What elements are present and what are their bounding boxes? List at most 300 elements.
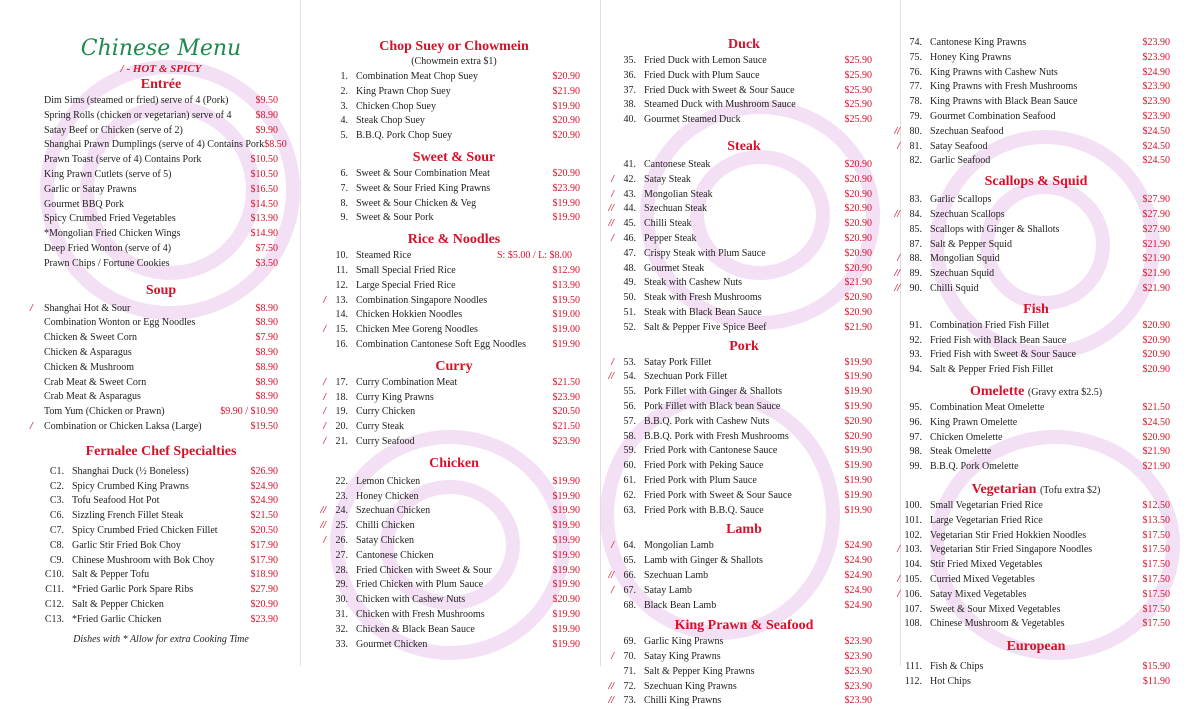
item-name: King Prawns with Cashew Nuts	[930, 66, 1058, 78]
menu-item-row	[902, 110, 1170, 125]
item-price: $24.90	[844, 584, 872, 596]
item-price: $24.90	[844, 599, 872, 611]
item-name: Fried Fish with Sweet & Sour Sauce	[930, 349, 1077, 361]
menu-item-row	[902, 95, 1170, 110]
item-name: Chilli King Prawns	[644, 695, 722, 707]
item-number: C3.	[49, 495, 64, 507]
item-number: 9.	[340, 212, 348, 224]
item-name: Hot Chips	[930, 675, 971, 687]
item-price: $20.90	[552, 594, 580, 606]
item-name: Steamed Duck with Mushroom Sauce	[644, 99, 796, 111]
menu-item-row	[616, 84, 872, 99]
item-number: 90.	[909, 282, 922, 294]
item-number: 97.	[909, 431, 922, 443]
item-price: $25.90	[844, 99, 872, 111]
item-price: $19.90	[552, 475, 580, 487]
chop-suey-subtitle: (Chowmein extra $1)	[411, 56, 497, 67]
menu-item-row	[328, 197, 580, 212]
item-name: Salt & Pepper Fried Fish Fillet	[930, 364, 1054, 376]
item-number: 64.	[623, 540, 636, 552]
section-heading-rice-noodles: Rice & Noodles	[407, 232, 501, 248]
item-price: $20.90	[552, 71, 580, 82]
menu-item-row	[611, 650, 872, 665]
menu-item-row	[44, 331, 278, 346]
section-heading-vegetarian	[902, 481, 1170, 499]
item-number: 63.	[623, 504, 636, 516]
item-price: $17.50	[1142, 544, 1170, 556]
item-price: $23.90	[1142, 51, 1170, 63]
menu-item-row	[328, 70, 580, 85]
item-number: C6.	[49, 510, 64, 522]
menu-item-row	[328, 338, 580, 353]
menu-item-row	[611, 188, 872, 203]
hot-spicy-mark: //	[894, 125, 900, 137]
item-number: 95.	[909, 401, 922, 413]
item-price: $24.90	[1142, 66, 1170, 78]
item-name: Pepper Steak	[644, 232, 697, 244]
item-name: Chicken Mee Goreng Noodles	[356, 324, 478, 336]
hot-spicy-mark: /	[611, 356, 614, 368]
item-name: Tom Yum (Chicken or Prawn)	[44, 406, 165, 418]
item-number: 89.	[909, 268, 922, 280]
menu-item-row	[328, 100, 580, 115]
omelette-list	[902, 401, 1170, 475]
item-number: 53.	[623, 356, 636, 368]
item-number: 6.	[340, 167, 348, 179]
item-price: $23.90	[250, 613, 278, 625]
item-price: $20.90	[844, 306, 872, 318]
item-name: Chicken Chop Suey	[356, 100, 436, 112]
item-name: Cantonese King Prawns	[930, 37, 1027, 48]
item-number: 38.	[623, 99, 636, 111]
item-number: 65.	[623, 555, 636, 567]
item-number: 102.	[904, 529, 922, 541]
item-price: $19.90	[844, 371, 872, 383]
section-heading-specialties: Fernalee Chef Specialties	[85, 443, 237, 459]
menu-item-row	[616, 321, 872, 336]
item-price: $24.90	[250, 495, 278, 507]
item-price: $16.50	[250, 183, 278, 195]
item-number: 99.	[909, 461, 922, 473]
menu-item-row	[44, 390, 278, 405]
item-name: Spicy Crumbed Fried Vegetables	[44, 213, 176, 225]
item-price: $20.90	[844, 232, 872, 244]
item-name: Fried Pork with Plum Sauce	[644, 474, 757, 486]
item-name: Crab Meat & Sweet Corn	[44, 376, 147, 388]
lamb-list	[608, 539, 872, 613]
item-name: Garlic Seafood	[930, 155, 991, 167]
scallops-squid-list	[894, 193, 1170, 297]
item-number: 74.	[909, 37, 922, 48]
item-name: Combination Fried Fish Fillet	[930, 319, 1050, 331]
item-number: 111.	[905, 661, 922, 673]
item-number: 13.	[335, 294, 348, 306]
item-price: $20.50	[552, 406, 580, 418]
hot-spicy-mark: /	[323, 391, 326, 403]
menu-item-row	[616, 599, 872, 614]
vegetarian-list	[897, 499, 1170, 632]
item-price: $20.90	[844, 203, 872, 215]
item-price-sizes: S: $5.00 / L: $8.00	[496, 250, 572, 262]
item-price: $25.90	[844, 69, 872, 81]
section-heading-chop-suey: Chop Suey or Chowmein	[379, 39, 529, 54]
item-price: $21.90	[844, 321, 872, 333]
item-price: $12.50	[1142, 499, 1170, 511]
item-name: Chicken with Fresh Mushrooms	[356, 608, 485, 620]
item-price: $23.90	[844, 665, 872, 677]
item-name: Garlic Stir Fried Bok Choy	[72, 539, 181, 551]
item-name: Salt & Pepper Tofu	[72, 569, 150, 581]
item-number: 27.	[335, 549, 348, 561]
item-number: 30.	[335, 594, 348, 606]
item-number: 70.	[623, 651, 636, 663]
menu-item-row	[902, 193, 1170, 208]
item-name: King Prawn Chop Suey	[356, 85, 451, 97]
item-name: Curried Mixed Vegetables	[930, 573, 1035, 585]
item-name: Chicken & Black Bean Sauce	[356, 623, 475, 635]
menu-item-row	[611, 539, 872, 554]
hot-spicy-mark: /	[897, 544, 900, 556]
menu-item-row	[902, 416, 1170, 431]
item-price: $12.90	[552, 264, 580, 276]
item-price: $20.90	[844, 173, 872, 185]
menu-item-row	[616, 635, 872, 650]
item-name: Sizzling French Fillet Steak	[72, 510, 184, 522]
item-number: 23.	[335, 490, 348, 502]
item-price: $21.50	[552, 376, 580, 388]
hot-spicy-mark: //	[894, 268, 900, 280]
item-price: $20.90	[844, 218, 872, 230]
item-name: Dim Sims (steamed or fried) serve of 4 (Pork)	[44, 95, 229, 106]
item-name: B.B.Q. Pork with Cashew Nuts	[644, 415, 770, 427]
item-name: Shanghai Duck (½ Boneless)	[72, 465, 189, 477]
item-price: $24.50	[1142, 125, 1170, 137]
item-name: *Fried Garlic Pork Spare Ribs	[72, 584, 194, 596]
item-number: 87.	[909, 238, 922, 250]
item-price: $20.90	[844, 188, 872, 200]
steak-list	[608, 158, 872, 336]
item-name: Prawn Chips / Fortune Cookies	[44, 257, 170, 269]
menu-item-row	[902, 675, 1170, 690]
item-price: $19.90	[552, 197, 580, 209]
item-name: Large Special Fried Rice	[356, 279, 456, 291]
menu-item-row	[44, 524, 278, 539]
item-price: $17.50	[1142, 573, 1170, 585]
item-price: $9.90 / $10.90	[220, 406, 278, 418]
menu-item-row	[44, 509, 278, 524]
menu-item-row	[902, 431, 1170, 446]
item-name: Combination or Chicken Laksa (Large)	[44, 420, 202, 432]
menu-item-row	[902, 66, 1170, 81]
item-name: Szechuan Lamb	[644, 569, 709, 581]
item-price: $19.90	[552, 549, 580, 561]
duck-list	[616, 54, 872, 128]
item-name: Fish & Chips	[930, 661, 984, 673]
item-price: $19.90	[552, 579, 580, 591]
item-price: $19.50	[250, 420, 278, 432]
item-name: Gourmet BBQ Pork	[44, 198, 124, 210]
panel-4	[894, 0, 1200, 687]
item-number: 52.	[623, 321, 636, 333]
menu-item-row	[902, 319, 1170, 334]
menu-item-row	[44, 361, 278, 376]
menu-item-row	[902, 363, 1170, 378]
item-number: 2.	[340, 85, 348, 97]
item-name: Combination Cantonese Soft Egg Noodles	[356, 338, 526, 350]
item-number: 69.	[623, 636, 636, 648]
item-name: Curry Seafood	[356, 435, 415, 447]
item-number: 77.	[909, 81, 922, 93]
item-number: 22.	[335, 475, 348, 487]
item-number: 112.	[904, 675, 922, 687]
section-heading-pork: Pork	[729, 338, 759, 354]
item-number: 33.	[335, 638, 348, 650]
item-number: 78.	[909, 96, 922, 108]
chicken-list	[320, 475, 580, 653]
menu-item-row	[616, 247, 872, 262]
item-price: $20.90	[552, 115, 580, 127]
item-price: $17.50	[1142, 618, 1170, 630]
hot-spicy-mark: /	[611, 173, 614, 185]
item-name: Chilli Steak	[644, 218, 692, 230]
menu-item-row	[44, 346, 278, 361]
item-price: $20.90	[844, 158, 872, 170]
item-price: $17.50	[1142, 603, 1170, 615]
item-number: 51.	[623, 306, 636, 318]
item-number: 21.	[335, 435, 348, 447]
menu-item-row	[44, 405, 278, 420]
item-name: Szechuan Steak	[644, 203, 708, 215]
item-name: Mongolian Lamb	[644, 540, 714, 552]
item-name: Cantonese Steak	[644, 158, 711, 170]
item-price: $11.90	[1142, 675, 1170, 687]
menu-item-row	[616, 276, 872, 291]
item-price: $17.50	[1142, 559, 1170, 571]
hot-spicy-mark: /	[611, 584, 614, 596]
menu-item-row	[328, 279, 580, 294]
hot-spicy-mark: //	[608, 695, 614, 707]
item-number: 56.	[623, 400, 636, 412]
panel-2	[300, 0, 600, 666]
item-number: 101.	[904, 514, 922, 526]
item-price: $27.90	[250, 584, 278, 596]
item-number: 61.	[623, 474, 636, 486]
item-name: Satay Chicken	[356, 534, 415, 546]
item-name: Chicken & Mushroom	[44, 361, 134, 373]
item-number: C13.	[44, 613, 64, 625]
item-price: $23.90	[844, 695, 872, 707]
item-name: Salt & Pepper King Prawns	[644, 665, 755, 677]
hot-spicy-mark: //	[320, 505, 326, 517]
item-name: Chicken & Sweet Corn	[44, 332, 138, 344]
section-heading-fish: Fish	[1023, 301, 1049, 317]
hot-spicy-mark: /	[323, 324, 326, 336]
menu-item-row	[616, 489, 872, 504]
item-name: B.B.Q. Pork with Fresh Mushrooms	[644, 430, 789, 442]
hot-spicy-mark: //	[608, 218, 614, 230]
menu-item-row	[328, 264, 580, 279]
item-name: Szechuan King Prawns	[644, 680, 737, 692]
item-number: 43.	[623, 188, 636, 200]
item-name: Steamed Rice	[356, 250, 412, 262]
menu-item-row	[323, 405, 580, 420]
item-number: 11.	[335, 264, 348, 276]
item-name: Black Bean Lamb	[644, 599, 717, 611]
item-number: 16.	[335, 338, 348, 350]
menu-item-row	[902, 514, 1170, 529]
item-number: 5.	[340, 130, 348, 142]
item-number: 106.	[904, 588, 922, 600]
item-price: $20.90	[844, 247, 872, 259]
item-number: 7.	[340, 182, 348, 194]
item-name: Satay Beef or Chicken (serve of 2)	[44, 124, 183, 136]
menu-item-row	[616, 98, 872, 113]
menu-item-row	[902, 558, 1170, 573]
item-name: Satay Steak	[644, 173, 691, 185]
menu-item-row	[328, 182, 580, 197]
item-price: $23.90	[844, 651, 872, 663]
item-number: 108.	[904, 618, 922, 630]
sweet-sour-list	[328, 167, 580, 226]
item-name: Crispy Steak with Plum Sauce	[644, 247, 766, 259]
item-number: 81.	[909, 140, 922, 152]
item-name: Fried Pork with Peking Sauce	[644, 460, 764, 472]
king-prawn-list	[608, 635, 872, 709]
item-name: Stir Fried Mixed Vegetables	[930, 559, 1043, 571]
item-price: $8.90	[255, 361, 278, 373]
rice-noodles-list	[323, 249, 580, 353]
item-name: Chilli Squid	[930, 282, 979, 294]
item-number: 75.	[909, 51, 922, 63]
menu-item-row	[323, 294, 580, 309]
menu-item-row	[902, 401, 1170, 416]
menu-item-row	[328, 114, 580, 129]
hot-spicy-mark: /	[897, 573, 900, 585]
menu-item-row	[328, 564, 580, 579]
hot-spicy-mark: //	[608, 569, 614, 581]
item-name: Fried Duck with Plum Sauce	[644, 69, 760, 81]
fish-list	[902, 319, 1170, 378]
menu-item-row	[44, 316, 278, 331]
hot-spicy-mark: /	[611, 232, 614, 244]
item-price: $7.90	[255, 332, 278, 344]
item-number: 12.	[335, 279, 348, 291]
item-name: Large Vegetarian Fried Rice	[930, 514, 1043, 526]
menu-item-row	[616, 400, 872, 415]
item-price: $8.50	[264, 139, 287, 151]
item-price: $23.90	[844, 636, 872, 648]
item-price: $20.90	[552, 130, 580, 142]
menu-item-row	[902, 660, 1170, 675]
item-name: King Prawn Cutlets (serve of 5)	[44, 168, 172, 180]
item-price: $19.90	[552, 534, 580, 546]
item-number: 71.	[623, 665, 636, 677]
hot-spicy-mark: //	[608, 680, 614, 692]
item-price: $13.90	[250, 213, 278, 225]
item-number: 80.	[909, 125, 922, 137]
item-name: Curry Combination Meat	[356, 376, 458, 388]
item-price: $20.90	[250, 598, 278, 610]
panel-1	[0, 0, 300, 666]
item-price: $23.90	[1142, 96, 1170, 108]
hot-spicy-mark: //	[608, 203, 614, 215]
item-name: Szechuan Seafood	[930, 125, 1004, 137]
item-price: $20.90	[844, 292, 872, 304]
item-price: $23.90	[552, 435, 580, 447]
item-price: $13.90	[552, 279, 580, 291]
menu-item-row	[44, 465, 278, 480]
item-price: $20.90	[1142, 349, 1170, 361]
menu-item-row	[608, 569, 872, 584]
item-name: Chicken & Asparagus	[44, 346, 132, 358]
item-price: $8.90	[255, 391, 278, 403]
menu-item-row	[616, 474, 872, 489]
item-name: Vegetarian Stir Fried Hokkien Noodles	[930, 529, 1087, 541]
hot-spicy-mark: /	[897, 588, 900, 600]
menu-item-row	[44, 376, 278, 391]
item-number: 17.	[335, 376, 348, 388]
item-price: $19.90	[552, 623, 580, 635]
section-heading-duck: Duck	[728, 37, 760, 52]
hot-spicy-mark: /	[897, 253, 900, 265]
item-price: $19.90	[844, 356, 872, 368]
item-name: Steak Chop Suey	[356, 115, 425, 127]
menu-item-row	[897, 588, 1170, 603]
item-price: $24.50	[1142, 155, 1170, 167]
item-name: Honey Chicken	[356, 490, 419, 502]
menu-item-row	[328, 475, 580, 490]
item-price: $8.90	[255, 346, 278, 358]
menu-item-row	[902, 334, 1170, 349]
item-name: Chinese Mushroom & Vegetables	[930, 618, 1065, 630]
menu-item-row	[328, 490, 580, 505]
menu-item-row	[328, 549, 580, 564]
menu-item-row	[30, 420, 278, 435]
item-name: Spicy Crumbed King Prawns	[72, 480, 189, 492]
item-name: Sweet & Sour Fried King Prawns	[356, 182, 491, 194]
menu-item-row	[902, 154, 1170, 169]
menu-item-row	[328, 167, 580, 182]
item-name: Shanghai Hot & Sour	[44, 302, 131, 314]
item-number: 18.	[335, 391, 348, 403]
item-price: $19.90	[552, 608, 580, 620]
king-prawn-list-continued	[894, 36, 1170, 169]
item-price: $20.90	[1142, 334, 1170, 346]
hot-spicy-mark: //	[894, 208, 900, 220]
item-price: $8.90	[255, 317, 278, 329]
menu-item-row	[611, 584, 872, 599]
item-number: 19.	[335, 406, 348, 418]
item-name: Spicy Crumbed Fried Chicken Fillet	[72, 524, 218, 536]
item-number: 60.	[623, 460, 636, 472]
menu-item-row	[44, 554, 278, 569]
section-heading-steak: Steak	[727, 138, 761, 154]
item-name: Garlic or Satay Prawns	[44, 183, 137, 195]
item-number: C10.	[44, 569, 64, 581]
item-name: Fried Duck with Lemon Sauce	[644, 55, 767, 66]
item-price: $19.90	[844, 445, 872, 457]
menu-item-row	[897, 573, 1170, 588]
item-number: 72.	[623, 680, 636, 692]
item-price: $19.00	[552, 309, 580, 321]
menu-item-row	[616, 54, 872, 69]
hot-spicy-mark: /	[323, 435, 326, 447]
menu-item-row	[44, 198, 278, 213]
item-number: 94.	[909, 364, 922, 376]
vegetarian-heading-label: Vegetarian	[971, 481, 1037, 497]
item-number: 49.	[623, 277, 636, 289]
hot-spicy-mark: /	[611, 188, 614, 200]
